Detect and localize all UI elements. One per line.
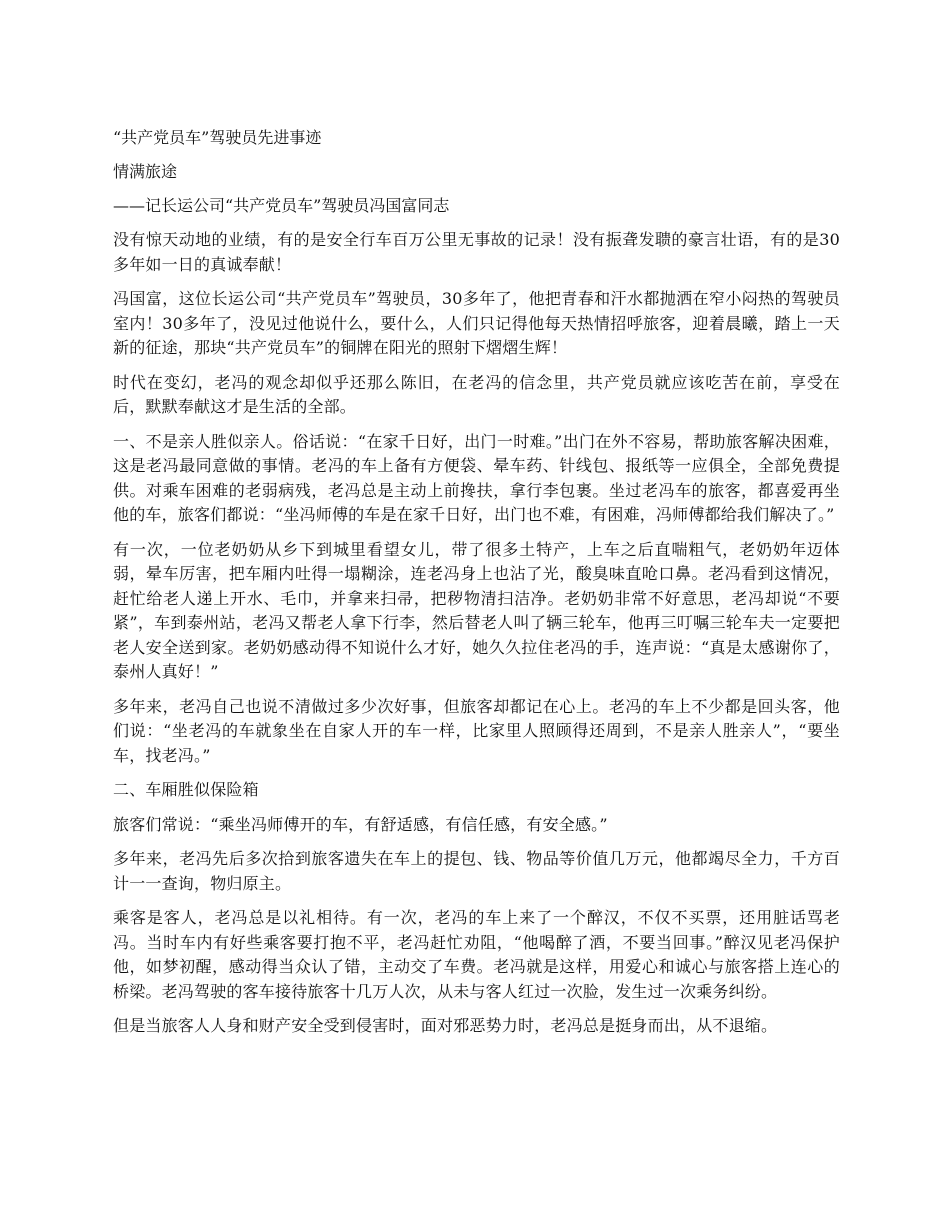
- paragraph-section-one: 一、不是亲人胜似亲人。俗话说：“在家千日好，出门一时难。”出门在外不容易，帮助旅客解决困难，这是老冯最同意做的事情。老冯的车上备有方便袋、晕车药、针线包、报纸等一应俱全，全部免费提供。对乘车困难的老弱病残，老冯总是主动上前搀扶，拿行李包裹。坐过老冯车的旅客，都喜爱再坐他的车，旅客们都说：“坐冯师傅的车是在家千日好，出门也不难，有困难，冯师傅都给我们解决了。”: [113, 431, 840, 524]
- document-title: “共产党员车”驾驶员先进事迹: [113, 128, 322, 147]
- paragraph-grandma-story: 有一次，一位老奶奶从乡下到城里看望女儿，带了很多土特产，上车之后直喘粗气，老奶奶年迈体弱，晕车厉害，把车厢内吐得一塌糊涂，连老冯身上也沾了光，酸臭味直呛口鼻。老冯看到这情况，赶忙给老人递上开水、毛巾，并拿来扫帚，把秽物清扫洁净。老奶奶非常不好意思，老冯却说“不要紧”，车到泰州站，老冯又帮老人拿下行李，然后替老人叫了辆三轮车，他再三叮嘱三轮车夫一定要把老人安全送到家。老奶奶感动得不知说什么才好，她久久拉住老冯的手，连声说：“真是太感谢你了，泰州人真好！”: [113, 539, 840, 681]
- paragraph-passenger-quote: 旅客们常说：“乘坐冯师傅开的车，有舒适感，有信任感，有安全感。”: [113, 814, 608, 834]
- document-byline: ——记长运公司“共产党员车”驾驶员冯国富同志: [113, 196, 450, 215]
- paragraph-profile: 冯国富，这位长运公司“共产党员车”驾驶员，30多年了，他把青春和汗水都抛洒在窄小闷热的驾驶员室内！30多年了，没见过他说什么，要什么，人们只记得他每天热情招呼旅客，迎着晨曦，踏上一天新的征途，那块“共产党员车”的铜牌在阳光的照射下熠熠生辉！: [113, 289, 840, 357]
- paragraph-belief: 时代在变幻，老冯的观念却似乎还那么陈旧，在老冯的信念里，共产党员就应该吃苦在前，享受在后，默默奉献这才是生活的全部。: [113, 372, 840, 416]
- paragraph-lost-items: 多年来，老冯先后多次拾到旅客遗失在车上的提包、钱、物品等价值几万元，他都竭尽全力，千方百计一一查询，物归原主。: [113, 849, 840, 893]
- paragraph-repeat-customers: 多年来，老冯自己也说不清做过多少次好事，但旅客却都记在心上。老冯的车上不少都是回头客，他们说：“坐老冯的车就象坐在自家人开的车一样，比家里人照顾得还周到，不是亲人胜亲人”，“要坐车，找老冯。”: [113, 696, 840, 765]
- document-page: [113, 116, 840, 1049]
- section-heading-two: 二、车厢胜似保险箱: [113, 780, 259, 799]
- paragraph-drunk-passenger: 乘客是客人，老冯总是以礼相待。有一次，老冯的车上来了一个醉汉，不仅不买票，还用脏话骂老冯。当时车内有好些乘客要打抱不平，老冯赶忙劝阻，“他喝醉了酒，不要当回事。”醉汉见老冯保护他，如梦初醒，感动得当众认了错，主动交了车费。老冯就是这样，用爱心和诚心与旅客搭上连心的桥梁。老冯驾驶的客车接待旅客十几万人次，从未与客人红过一次脸，发生过一次乘务纠纷。: [113, 908, 840, 1001]
- document-subtitle: 情满旅途: [113, 162, 178, 181]
- paragraph-courage: 但是当旅客人人身和财产安全受到侵害时，面对邪恶势力时，老冯总是挺身而出，从不退缩。: [113, 1016, 778, 1035]
- paragraph-intro: 没有惊天动地的业绩，有的是安全行车百万公里无事故的记录！没有振聋发聩的豪言壮语，有的是30多年如一日的真诚奉献！: [113, 230, 840, 274]
